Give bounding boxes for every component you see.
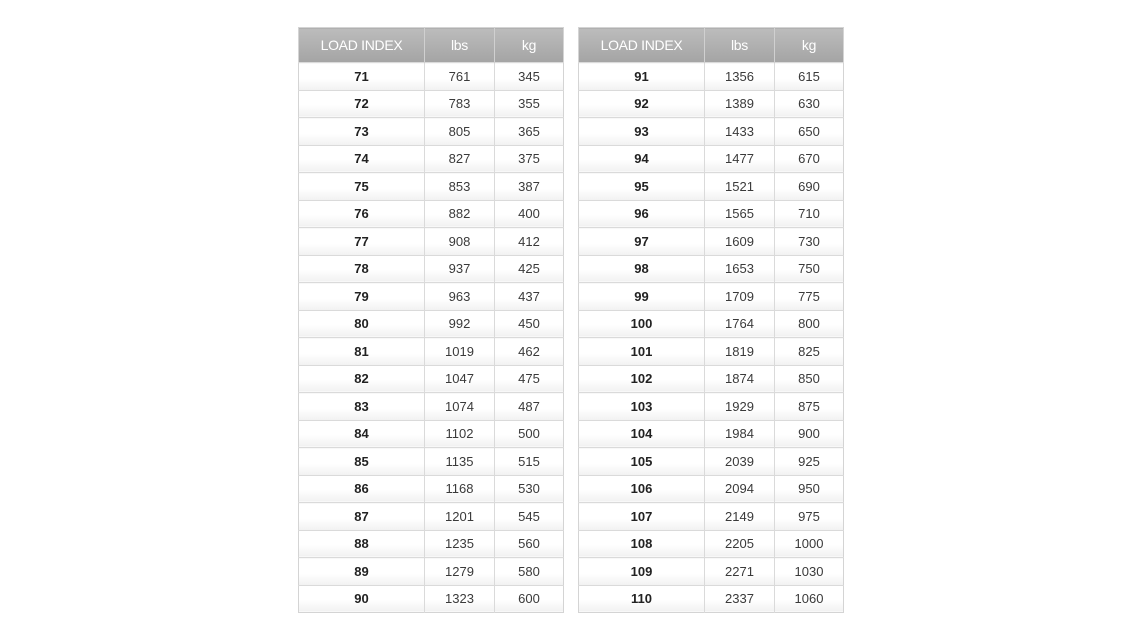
kg-cell: 615 [775, 63, 844, 91]
kg-cell: 850 [775, 365, 844, 393]
lbs-cell: 1201 [425, 503, 495, 531]
kg-cell: 600 [495, 585, 564, 613]
kg-cell: 1060 [775, 585, 844, 613]
kg-cell: 387 [495, 173, 564, 201]
kg-cell: 925 [775, 448, 844, 476]
table-row [579, 283, 844, 311]
kg-cell: 475 [495, 365, 564, 393]
kg-cell: 425 [495, 255, 564, 283]
load-index-cell: 82 [299, 365, 425, 393]
kg-cell: 500 [495, 420, 564, 448]
load-index-cell: 75 [299, 173, 425, 201]
table-row [299, 503, 564, 531]
load-index-table-left [298, 27, 564, 613]
load-index-cell: 95 [579, 173, 705, 201]
kg-cell: 1030 [775, 558, 844, 586]
table-row [579, 365, 844, 393]
table-row [579, 338, 844, 366]
load-index-tables [298, 27, 844, 613]
load-index-cell: 90 [299, 585, 425, 613]
lbs-cell: 1653 [705, 255, 775, 283]
table-row [299, 420, 564, 448]
load-index-cell: 107 [579, 503, 705, 531]
table-row [579, 475, 844, 503]
header-load-index: LOAD INDEX [299, 28, 425, 63]
table-row [579, 503, 844, 531]
kg-cell: 710 [775, 200, 844, 228]
lbs-cell: 783 [425, 90, 495, 118]
kg-cell: 690 [775, 173, 844, 201]
load-index-cell: 74 [299, 145, 425, 173]
kg-cell: 515 [495, 448, 564, 476]
table-row [299, 310, 564, 338]
load-index-cell: 98 [579, 255, 705, 283]
load-index-cell: 102 [579, 365, 705, 393]
table-row [579, 448, 844, 476]
lbs-cell: 992 [425, 310, 495, 338]
lbs-cell: 1279 [425, 558, 495, 586]
kg-cell: 345 [495, 63, 564, 91]
kg-cell: 670 [775, 145, 844, 173]
lbs-cell: 1389 [705, 90, 775, 118]
table-header [579, 28, 844, 63]
load-index-cell: 91 [579, 63, 705, 91]
load-index-cell: 110 [579, 585, 705, 613]
load-index-cell: 71 [299, 63, 425, 91]
table-body [579, 63, 844, 613]
table-row [299, 145, 564, 173]
kg-cell: 375 [495, 145, 564, 173]
lbs-cell: 1709 [705, 283, 775, 311]
table-row [299, 283, 564, 311]
table-row [299, 475, 564, 503]
lbs-cell: 805 [425, 118, 495, 146]
lbs-cell: 1764 [705, 310, 775, 338]
table-row [299, 585, 564, 613]
load-index-cell: 97 [579, 228, 705, 256]
kg-cell: 487 [495, 393, 564, 421]
kg-cell: 545 [495, 503, 564, 531]
kg-cell: 450 [495, 310, 564, 338]
lbs-cell: 1047 [425, 365, 495, 393]
kg-cell: 975 [775, 503, 844, 531]
load-index-cell: 106 [579, 475, 705, 503]
load-index-cell: 105 [579, 448, 705, 476]
load-index-cell: 81 [299, 338, 425, 366]
load-index-cell: 103 [579, 393, 705, 421]
table-row [579, 585, 844, 613]
kg-cell: 412 [495, 228, 564, 256]
table-header [299, 28, 564, 63]
table-row [579, 63, 844, 91]
table-row [579, 200, 844, 228]
table-row [579, 420, 844, 448]
table-row [299, 338, 564, 366]
lbs-cell: 2271 [705, 558, 775, 586]
lbs-cell: 908 [425, 228, 495, 256]
kg-cell: 580 [495, 558, 564, 586]
load-index-cell: 108 [579, 530, 705, 558]
kg-cell: 462 [495, 338, 564, 366]
header-kg: kg [495, 28, 564, 63]
table-row [579, 393, 844, 421]
lbs-cell: 1102 [425, 420, 495, 448]
load-index-cell: 87 [299, 503, 425, 531]
header-kg: kg [775, 28, 844, 63]
header-row [579, 28, 844, 63]
table-row [299, 365, 564, 393]
load-index-cell: 92 [579, 90, 705, 118]
kg-cell: 400 [495, 200, 564, 228]
load-index-cell: 72 [299, 90, 425, 118]
lbs-cell: 1019 [425, 338, 495, 366]
kg-cell: 437 [495, 283, 564, 311]
header-lbs: lbs [425, 28, 495, 63]
lbs-cell: 853 [425, 173, 495, 201]
table-row [299, 200, 564, 228]
lbs-cell: 1565 [705, 200, 775, 228]
table-row [299, 228, 564, 256]
load-index-cell: 73 [299, 118, 425, 146]
lbs-cell: 1235 [425, 530, 495, 558]
lbs-cell: 1609 [705, 228, 775, 256]
table-body [299, 63, 564, 613]
table-row [299, 448, 564, 476]
table-row [299, 393, 564, 421]
lbs-cell: 1323 [425, 585, 495, 613]
lbs-cell: 1074 [425, 393, 495, 421]
load-index-cell: 100 [579, 310, 705, 338]
table-row [299, 118, 564, 146]
lbs-cell: 937 [425, 255, 495, 283]
load-index-cell: 76 [299, 200, 425, 228]
load-index-table-right [578, 27, 844, 613]
lbs-cell: 2205 [705, 530, 775, 558]
lbs-cell: 2094 [705, 475, 775, 503]
kg-cell: 825 [775, 338, 844, 366]
load-index-cell: 96 [579, 200, 705, 228]
table-row [579, 228, 844, 256]
load-index-cell: 77 [299, 228, 425, 256]
table-row [579, 558, 844, 586]
table-row [299, 558, 564, 586]
lbs-cell: 882 [425, 200, 495, 228]
kg-cell: 355 [495, 90, 564, 118]
table-row [579, 118, 844, 146]
header-load-index: LOAD INDEX [579, 28, 705, 63]
lbs-cell: 1521 [705, 173, 775, 201]
kg-cell: 1000 [775, 530, 844, 558]
load-index-cell: 78 [299, 255, 425, 283]
kg-cell: 875 [775, 393, 844, 421]
lbs-cell: 963 [425, 283, 495, 311]
kg-cell: 530 [495, 475, 564, 503]
header-lbs: lbs [705, 28, 775, 63]
lbs-cell: 1819 [705, 338, 775, 366]
lbs-cell: 2039 [705, 448, 775, 476]
kg-cell: 950 [775, 475, 844, 503]
load-index-cell: 79 [299, 283, 425, 311]
load-index-cell: 89 [299, 558, 425, 586]
lbs-cell: 827 [425, 145, 495, 173]
load-index-cell: 84 [299, 420, 425, 448]
lbs-cell: 761 [425, 63, 495, 91]
kg-cell: 775 [775, 283, 844, 311]
table-row [299, 530, 564, 558]
table-row [299, 63, 564, 91]
lbs-cell: 1929 [705, 393, 775, 421]
load-index-cell: 101 [579, 338, 705, 366]
header-row [299, 28, 564, 63]
load-index-cell: 83 [299, 393, 425, 421]
kg-cell: 630 [775, 90, 844, 118]
lbs-cell: 1168 [425, 475, 495, 503]
lbs-cell: 2149 [705, 503, 775, 531]
load-index-cell: 93 [579, 118, 705, 146]
lbs-cell: 1984 [705, 420, 775, 448]
load-index-cell: 94 [579, 145, 705, 173]
load-index-cell: 85 [299, 448, 425, 476]
table-row [299, 90, 564, 118]
kg-cell: 650 [775, 118, 844, 146]
table-row [579, 530, 844, 558]
lbs-cell: 1433 [705, 118, 775, 146]
lbs-cell: 1356 [705, 63, 775, 91]
table-row [299, 173, 564, 201]
load-index-cell: 86 [299, 475, 425, 503]
table-row [579, 173, 844, 201]
kg-cell: 560 [495, 530, 564, 558]
load-index-cell: 99 [579, 283, 705, 311]
table-row [579, 310, 844, 338]
table-row [579, 255, 844, 283]
kg-cell: 365 [495, 118, 564, 146]
lbs-cell: 1477 [705, 145, 775, 173]
load-index-cell: 88 [299, 530, 425, 558]
kg-cell: 730 [775, 228, 844, 256]
lbs-cell: 1135 [425, 448, 495, 476]
table-row [579, 90, 844, 118]
load-index-cell: 109 [579, 558, 705, 586]
load-index-cell: 104 [579, 420, 705, 448]
kg-cell: 800 [775, 310, 844, 338]
table-row [579, 145, 844, 173]
kg-cell: 750 [775, 255, 844, 283]
table-row [299, 255, 564, 283]
load-index-cell: 80 [299, 310, 425, 338]
lbs-cell: 2337 [705, 585, 775, 613]
lbs-cell: 1874 [705, 365, 775, 393]
kg-cell: 900 [775, 420, 844, 448]
